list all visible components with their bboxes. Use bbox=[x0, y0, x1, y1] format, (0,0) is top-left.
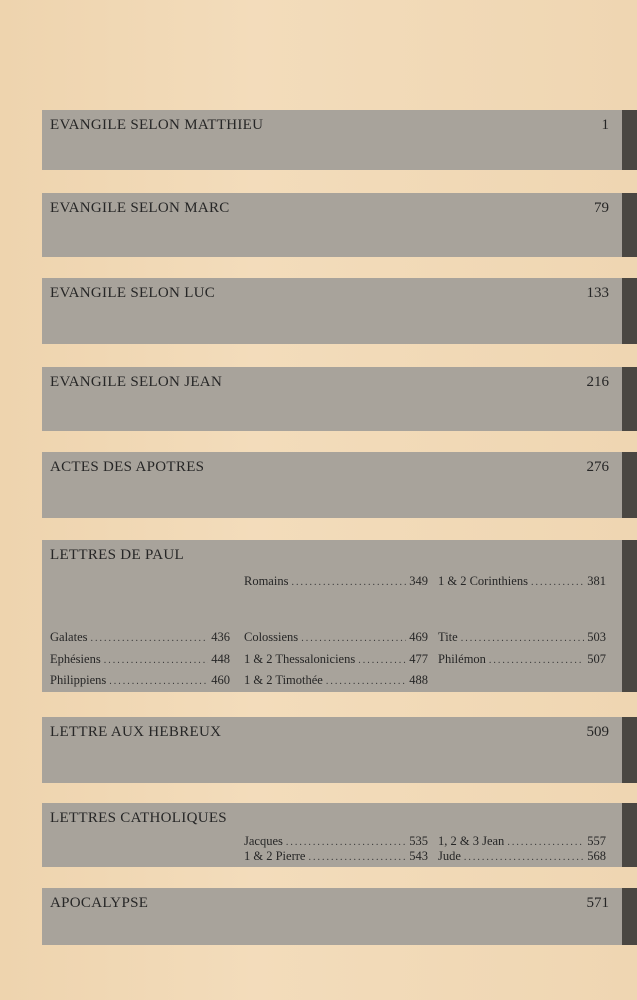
section-title: LETTRE AUX HEBREUX bbox=[50, 724, 222, 740]
toc-entry-timothee[interactable] bbox=[244, 673, 428, 689]
entry-page: 568 bbox=[587, 849, 606, 863]
leader-dots bbox=[104, 655, 209, 666]
entry-name: Galates bbox=[50, 630, 88, 644]
toc-entry-philippiens[interactable] bbox=[50, 673, 230, 689]
section-title: EVANGILE SELON MATTHIEU bbox=[50, 117, 264, 133]
section-page-number: 216 bbox=[586, 374, 609, 390]
entry-name: Ephésiens bbox=[50, 652, 101, 666]
toc-entry-corinthiens[interactable] bbox=[438, 574, 606, 590]
entry-name: 1, 2 & 3 Jean bbox=[438, 834, 505, 848]
leader-dots bbox=[291, 577, 406, 588]
section-page-number: 1 bbox=[601, 117, 609, 133]
entry-name: 1 & 2 Thessaloniciens bbox=[244, 652, 356, 666]
section-band-apocalypse[interactable] bbox=[42, 888, 624, 945]
entry-page: 349 bbox=[409, 574, 428, 588]
section-page-number: 571 bbox=[586, 895, 609, 911]
thumb-tab bbox=[622, 278, 637, 344]
toc-entry-philemon[interactable] bbox=[438, 652, 606, 668]
section-band-paul[interactable] bbox=[42, 540, 624, 692]
entry-page: 477 bbox=[409, 652, 428, 666]
thumb-tab bbox=[622, 888, 637, 945]
entry-name: Romains bbox=[244, 574, 289, 588]
toc-entry-jacques[interactable] bbox=[244, 834, 428, 850]
thumb-tab bbox=[622, 717, 637, 783]
toc-entry-jean-lettres[interactable] bbox=[438, 834, 606, 850]
entry-name: 1 & 2 Corinthiens bbox=[438, 574, 528, 588]
toc-entry-colossiens[interactable] bbox=[244, 630, 428, 646]
section-band-hebreux[interactable] bbox=[42, 717, 624, 783]
leader-dots bbox=[109, 676, 208, 687]
toc-entry-jude[interactable] bbox=[438, 849, 606, 865]
thumb-tab bbox=[622, 452, 637, 518]
entry-page: 535 bbox=[409, 834, 428, 848]
leader-dots bbox=[531, 577, 584, 588]
entry-name: 1 & 2 Timothée bbox=[244, 673, 323, 687]
entry-page: 507 bbox=[587, 652, 606, 666]
entry-name: Jacques bbox=[244, 834, 283, 848]
entry-page: 503 bbox=[587, 630, 606, 644]
leader-dots bbox=[489, 655, 584, 666]
toc-entry-romains[interactable] bbox=[244, 574, 428, 590]
toc-entry-galates[interactable] bbox=[50, 630, 230, 646]
section-band-matthieu[interactable] bbox=[42, 110, 624, 170]
section-page-number: 133 bbox=[586, 285, 609, 301]
entry-name: Jude bbox=[438, 849, 461, 863]
thumb-tab bbox=[622, 540, 637, 692]
entry-name: Tite bbox=[438, 630, 458, 644]
toc-entry-ephesiens[interactable] bbox=[50, 652, 230, 668]
section-title: EVANGILE SELON MARC bbox=[50, 200, 230, 216]
section-title: EVANGILE SELON JEAN bbox=[50, 374, 223, 390]
toc-entry-pierre[interactable] bbox=[244, 849, 428, 865]
thumb-tab bbox=[622, 367, 637, 431]
entry-page: 488 bbox=[409, 673, 428, 687]
thumb-tab bbox=[622, 193, 637, 257]
entry-page: 381 bbox=[587, 574, 606, 588]
entry-name: Philémon bbox=[438, 652, 486, 666]
section-band-actes[interactable] bbox=[42, 452, 624, 518]
entry-name: 1 & 2 Pierre bbox=[244, 849, 306, 863]
entry-page: 543 bbox=[409, 849, 428, 863]
thumb-tab bbox=[622, 110, 637, 170]
thumb-tab bbox=[622, 803, 637, 867]
section-page-number: 79 bbox=[594, 200, 609, 216]
entry-page: 469 bbox=[409, 630, 428, 644]
section-band-luc[interactable] bbox=[42, 278, 624, 344]
section-band-jean[interactable] bbox=[42, 367, 624, 431]
entry-page: 436 bbox=[211, 630, 230, 644]
section-title: LETTRES DE PAUL bbox=[50, 547, 184, 563]
entry-page: 557 bbox=[587, 834, 606, 848]
toc-entry-tite[interactable] bbox=[438, 630, 606, 646]
leader-dots bbox=[461, 633, 585, 644]
section-title: ACTES DES APOTRES bbox=[50, 459, 205, 475]
section-title: LETTRES CATHOLIQUES bbox=[50, 810, 227, 826]
entry-page: 460 bbox=[211, 673, 230, 687]
section-title: EVANGILE SELON LUC bbox=[50, 285, 216, 301]
leader-dots bbox=[286, 837, 406, 848]
leader-dots bbox=[326, 676, 406, 687]
entry-name: Colossiens bbox=[244, 630, 299, 644]
entry-name: Philippiens bbox=[50, 673, 107, 687]
leader-dots bbox=[358, 655, 406, 666]
leader-dots bbox=[507, 837, 584, 848]
leader-dots bbox=[90, 633, 208, 644]
leader-dots bbox=[301, 633, 406, 644]
section-band-marc[interactable] bbox=[42, 193, 624, 257]
toc-entry-thessaloniciens[interactable] bbox=[244, 652, 428, 668]
section-page-number: 509 bbox=[586, 724, 609, 740]
leader-dots bbox=[464, 852, 584, 863]
leader-dots bbox=[308, 852, 406, 863]
section-title: APOCALYPSE bbox=[50, 895, 149, 911]
section-page-number: 276 bbox=[586, 459, 609, 475]
entry-page: 448 bbox=[211, 652, 230, 666]
